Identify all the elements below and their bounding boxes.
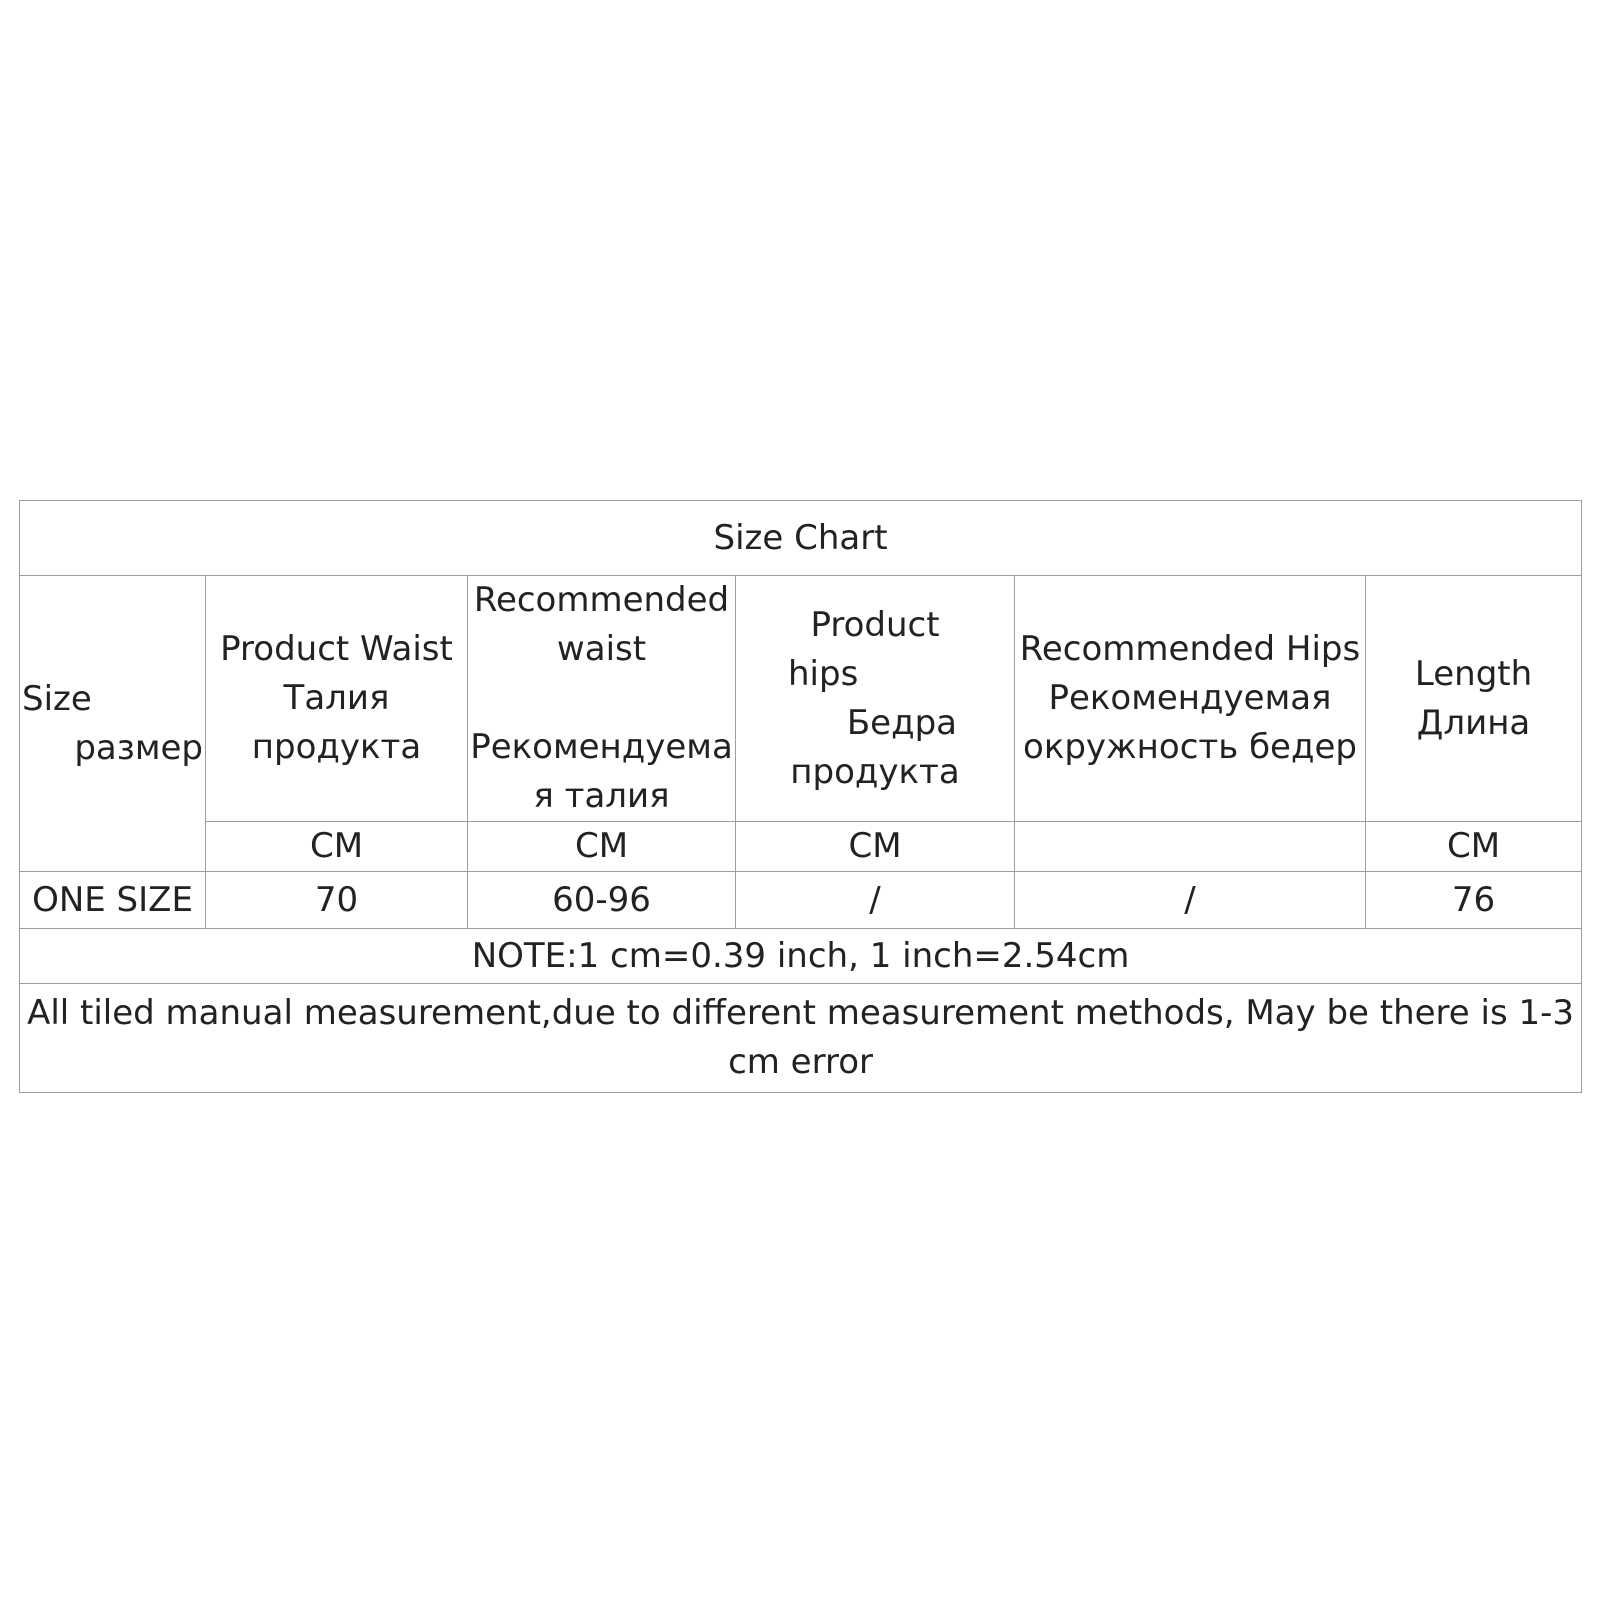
header-product-hips-line-2: hips [788,653,859,694]
value-size: ONE SIZE [20,872,206,929]
header-product-hips-line-1: Product [810,604,940,645]
header-recommended-hips [1015,576,1366,822]
header-product-hips-line-4: продукта [790,751,960,792]
unit-length: CM [1366,822,1582,872]
value-recommended-hips: / [1015,872,1366,929]
value-recommended-waist: 60-96 [468,872,736,929]
header-recommended-waist-gap [470,674,733,723]
header-recommended-waist-line-3: Рекомендуема [470,727,733,767]
measurement-disclaimer: All tiled manual measurement,due to different measurement methods, May be there is 1-3 cm error [20,984,1582,1093]
unit-recommended-waist: CM [468,822,736,872]
value-product-waist: 70 [206,872,468,929]
value-length: 76 [1366,872,1582,929]
unit-product-hips: CM [736,822,1015,872]
header-recommended-waist-line-1: Recommended [473,580,730,620]
header-recommended-hips-line-1: Recommended Hips [1019,629,1361,669]
header-length-line-2: Длина [1416,702,1531,743]
table-title: Size Chart [20,501,1582,576]
header-product-waist [206,576,468,822]
size-chart-table [19,500,1582,1093]
unit-product-waist: CM [206,822,468,872]
header-product-waist-line-1: Product Waist [220,629,453,669]
table-row [20,872,1582,929]
header-recommended-hips-line-3: окружность бедер [1023,727,1357,767]
unit-row [20,822,1582,872]
note-row [20,929,1582,984]
header-recommended-waist-line-4: я талия [533,776,670,816]
header-product-hips-line-3: Бедра [846,702,957,743]
disclaimer-row [20,984,1582,1093]
header-product-waist-line-2: Талия [283,678,390,718]
conversion-note: NOTE:1 cm=0.39 inch, 1 inch=2.54cm [20,929,1582,984]
header-size-ru: размер [74,727,203,768]
unit-recommended-hips [1015,822,1366,872]
header-length [1366,576,1582,822]
header-product-waist-line-3: продукта [251,727,422,767]
header-length-line-1: Length [1414,653,1533,694]
value-product-hips: / [736,872,1015,929]
header-recommended-waist [468,576,736,822]
header-size [20,576,206,872]
header-product-hips [736,576,1015,822]
header-size-en: Size [22,678,92,719]
header-recommended-hips-line-2: Рекомендуемая [1048,678,1332,718]
header-recommended-waist-line-2: waist [556,629,647,669]
title-row [20,501,1582,576]
header-row [20,576,1582,822]
